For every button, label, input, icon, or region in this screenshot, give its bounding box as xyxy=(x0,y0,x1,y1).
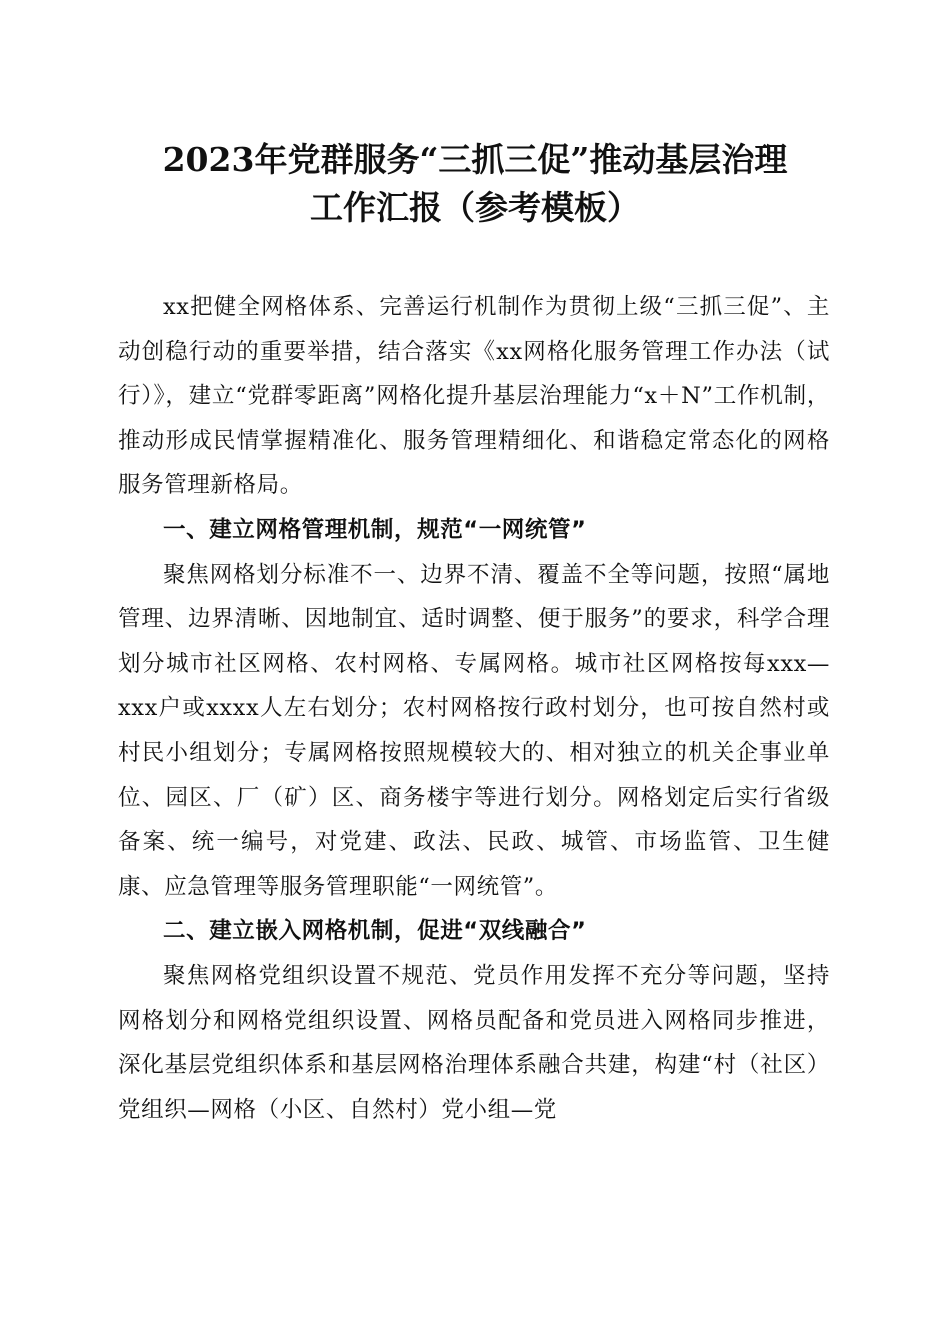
intro-paragraph: xx把健全网格体系、完善运行机制作为贯彻上级“三抓三促”、主动创稳行动的重要举措，结合落实《xx网格化服务管理工作办法（试行）》，建立“党群零距离”网格化提升基层治理能力“x＋N”工作机制，推动形成民情掌握精准化、服务管理精细化、和谐稳定常态化的网格服务管理新格局。 xyxy=(118,294,830,499)
section-1-heading: 一、建立网格管理机制，规范“一网统管” xyxy=(163,516,587,543)
document-body xyxy=(118,285,830,1132)
document-title-line-1: 2023年党群服务“三抓三促”推动基层治理 xyxy=(162,140,788,179)
section-2-paragraph: 聚焦网格党组织设置不规范、党员作用发挥不充分等问题，坚持网格划分和网格党组织设置、网格员配备和党员进入网格同步推进，深化基层党组织体系和基层网格治理体系融合共建，构建“村（社区）党组织—网格（小区、自然村）党小组—党 xyxy=(118,962,830,1123)
document-title-line-2: 工作汇报（参考模板） xyxy=(310,188,640,227)
section-2-heading: 二、建立嵌入网格机制，促进“双线融合” xyxy=(163,918,587,945)
section-1-paragraph: 聚焦网格划分标准不一、边界不清、覆盖不全等问题，按照“属地管理、边界清晰、因地制宜、适时调整、便于服务”的要求，科学合理划分城市社区网格、农村网格、专属网格。城市社区网格按每xxx—xxx户或xxxx人左右划分；农村网格按行政村划分，也可按自然村或村民小组划分；专属网格按照规模较大的、相对独立的机关企事业单位、园区、厂（矿）区、商务楼宇等进行划分。网格划定后实行省级备案、统一编号，对党建、政法、民政、城管、市场监管、卫生健康、应急管理等服务管理职能“一网统管”。 xyxy=(118,561,830,900)
